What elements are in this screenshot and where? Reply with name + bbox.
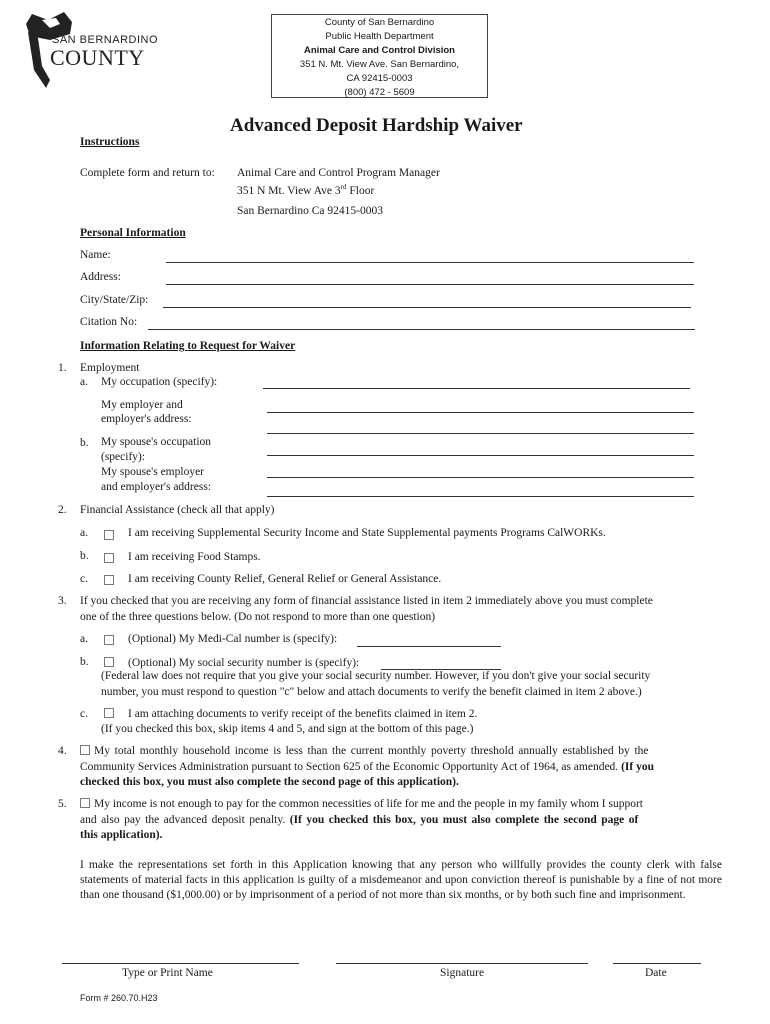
q1b-label-4: and employer's address: [101, 481, 212, 493]
q2a-letter: a. [80, 527, 88, 539]
q2c-label: I am receiving County Relief, General Relief or General Assistance. [128, 573, 442, 585]
q4-line1: My total monthly household income is less than the current monthly poverty threshold annually established by the [94, 745, 649, 757]
q1a-label: My occupation (specify): [101, 376, 218, 388]
q3c-line2: (If you checked this box, skip items 4 and 5, and sign at the bottom of this page.) [101, 723, 474, 735]
spouse-employer-field-1[interactable] [267, 477, 694, 478]
occupation-field[interactable] [263, 388, 690, 389]
q3b-line2: (Federal law does not require that you give your social security number. However, if you don't give your social security [101, 670, 651, 682]
form-number: Form # 260.70.H23 [80, 993, 158, 1003]
address-label: Address: [80, 271, 121, 283]
q2c-checkbox[interactable] [104, 575, 114, 585]
q3a-label: (Optional) My Medi-Cal number is (specify): [128, 633, 338, 645]
q5-checkbox[interactable] [80, 798, 90, 808]
q4-line3: checked this box, you must also complete the second page of this application). [80, 776, 459, 788]
return-address-2: 351 N Mt. View Ave 3rd Floor [237, 183, 375, 197]
date-label: Date [645, 967, 667, 979]
agency-contact-box [271, 14, 488, 98]
instructions-heading: Instructions [80, 136, 140, 148]
name-field[interactable] [166, 262, 694, 263]
q4-line2: Community Services Administration pursuant to Section 625 of the Economic Opportunity Act of 1964, as amended. (If you [80, 761, 654, 773]
spouse-employer-field-2[interactable] [267, 496, 694, 497]
print-name-field[interactable] [62, 963, 299, 964]
agency-line5: CA 92415-0003 [346, 73, 413, 84]
agency-line3: Animal Care and Control Division [304, 45, 455, 56]
personal-info-heading: Personal Information [80, 227, 186, 239]
q3b-line3: number, you must respond to question "c" below and attach documents to verify the benefit claimed in item 2 above.) [101, 686, 642, 698]
employer-field-1[interactable] [267, 412, 694, 413]
date-field[interactable] [613, 963, 701, 964]
q5-line1: My income is not enough to pay for the common necessities of life for me and the people in my family whom I support [94, 798, 644, 810]
print-name-label: Type or Print Name [122, 967, 213, 979]
declaration-paragraph: I make the representations set forth in this Application knowing that any person who willfully provides the county clerk with false statements of material facts in this application is guilty of a misdemeanor and upon conviction thereof is punishable by a fine of not more than one thousand ($1,000.00) or by imprisonment of a period of not more than six months, or by both such fine and imprisonment. [80, 859, 722, 901]
q5-line3: this application). [80, 829, 163, 841]
return-label: Complete form and return to: [80, 167, 215, 179]
logo-line1: SAN BERNARDINO [52, 34, 159, 46]
q2b-checkbox[interactable] [104, 553, 114, 563]
agency-line6: (800) 472 - 5609 [344, 87, 415, 98]
signature-field[interactable] [336, 963, 588, 964]
return-address-3: San Bernardino Ca 92415-0003 [237, 205, 383, 217]
q3b-letter: b. [80, 656, 89, 668]
q1b-label-1: My spouse's occupation [101, 436, 212, 448]
q1b-label-3: My spouse's employer [101, 466, 205, 478]
agency-line2: Public Health Department [325, 31, 434, 42]
return-address-1: Animal Care and Control Program Manager [237, 167, 440, 179]
q2a-checkbox[interactable] [104, 530, 114, 540]
medical-number-field[interactable] [357, 646, 501, 647]
page-title: Advanced Deposit Hardship Waiver [230, 115, 523, 136]
signature-label: Signature [440, 967, 485, 979]
q5-line2: and also pay the advanced deposit penalty. (If you checked this box, you must also complete the second page of [80, 814, 639, 826]
logo-line2: COUNTY [50, 45, 145, 70]
q1b-letter: b. [80, 437, 89, 449]
q1b-label-2: (specify): [101, 451, 146, 463]
address-field[interactable] [166, 284, 694, 285]
q2-number: 2. [58, 504, 67, 516]
q3b-checkbox[interactable] [104, 657, 114, 667]
q1a-letter: a. [80, 376, 88, 388]
q3a-letter: a. [80, 633, 88, 645]
q2c-letter: c. [80, 573, 88, 585]
q1a-employer-2: employer's address: [101, 413, 192, 425]
q4-number: 4. [58, 745, 67, 757]
q1-label: Employment [80, 362, 140, 374]
agency-line4: 351 N. Mt. View Ave. San Bernardino, [299, 59, 460, 70]
q3b-label: (Optional) My social security number is (specify): [128, 657, 360, 669]
q2-label: Financial Assistance (check all that apply) [80, 504, 275, 516]
q3-number: 3. [58, 595, 67, 607]
name-label: Name: [80, 249, 111, 261]
q3c-label: I am attaching documents to verify receipt of the benefits claimed in item 2. [128, 708, 478, 720]
spouse-occupation-field[interactable] [267, 455, 694, 456]
agency-line1: County of San Bernardino [324, 17, 435, 28]
q2a-label: I am receiving Supplemental Security Income and State Supplemental payments Programs CalWORKs. [128, 527, 606, 539]
q3-line1: If you checked that you are receiving any form of financial assistance listed in item 2 immediately above you must complete [80, 595, 653, 607]
county-logo [16, 10, 159, 90]
city-state-zip-label: City/State/Zip: [80, 294, 149, 306]
q4-checkbox[interactable] [80, 745, 90, 755]
q3-line2: one of the three questions below. (Do not respond to more than one question) [80, 611, 436, 623]
citation-label: Citation No: [80, 316, 138, 328]
waiver-info-heading: Information Relating to Request for Waiver [80, 340, 296, 352]
q2b-letter: b. [80, 550, 89, 562]
q1a-employer-1: My employer and [101, 399, 183, 411]
citation-field[interactable] [148, 329, 695, 330]
q1-number: 1. [58, 362, 67, 374]
q3c-letter: c. [80, 708, 88, 720]
q3c-checkbox[interactable] [104, 708, 114, 718]
employer-field-2[interactable] [267, 433, 694, 434]
q5-number: 5. [58, 798, 67, 810]
city-state-zip-field[interactable] [163, 307, 691, 308]
q3a-checkbox[interactable] [104, 635, 114, 645]
q2b-label: I am receiving Food Stamps. [128, 551, 261, 563]
